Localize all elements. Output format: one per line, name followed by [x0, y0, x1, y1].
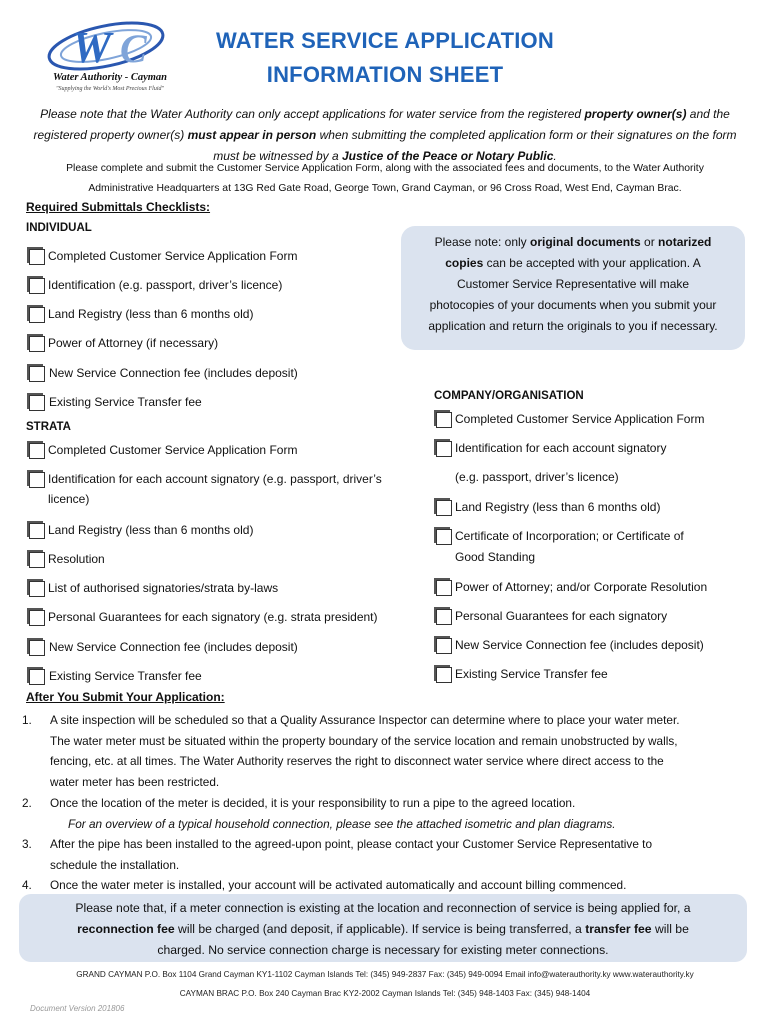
checkbox[interactable]	[436, 529, 452, 545]
intro-paragraph: Please note that the Water Authority can only accept applications for water service from the registered property owner(s) and the registered property owner(s) must appear in person when submitting the completed application form or their signatures on the form must be witnessed by a Justice of the Peace or Notary Public.	[33, 107, 737, 163]
checkbox[interactable]	[436, 667, 452, 683]
svg-text:C: C	[120, 26, 147, 71]
checklist-item: Resolution	[48, 552, 105, 566]
checklist-item: New Service Connection fee (includes deposit)	[49, 366, 298, 380]
checklist-item: Identification (e.g. passport, driver’s licence)	[48, 278, 283, 292]
checkbox[interactable]	[29, 395, 45, 411]
page-title-line-1: WATER SERVICE APPLICATION	[216, 28, 554, 53]
checkbox[interactable]	[29, 336, 45, 352]
checkbox[interactable]	[29, 278, 45, 294]
checkbox[interactable]	[29, 669, 45, 685]
checkbox[interactable]	[29, 552, 45, 568]
checklists-heading: Required Submittals Checklists:	[26, 200, 211, 214]
submission-instructions: Please complete and submit the Customer Service Application Form, along with the associated fees and documents, to the Water Authority Administrative Headquarters at 13G Red Gate Road, George Town, Grand Cayman, or 96 Cross Road, West End, Cayman Brac.	[66, 163, 704, 194]
after-submit-heading: After You Submit Your Application:	[26, 690, 225, 704]
logo-tagline: "Supplying the World's Most Precious Fluid"	[55, 86, 165, 92]
checkbox[interactable]	[436, 412, 452, 428]
footer-cayman-brac: CAYMAN BRAC P.O. Box 240 Cayman Brac KY2-2002 Cayman Islands Tel: (345) 948-1403 Fax: (345) 948-1404	[179, 989, 591, 998]
checklist-item-continued: Good Standing	[455, 550, 536, 564]
checkbox[interactable]	[29, 523, 45, 539]
checklist-item: Power of Attorney (if necessary)	[48, 336, 219, 350]
checklist-item: Existing Service Transfer fee	[49, 395, 202, 409]
checklist-item: Completed Customer Service Application Form	[455, 412, 705, 426]
checkbox[interactable]	[29, 610, 45, 626]
checklist-item: Personal Guarantees for each signatory	[455, 609, 668, 623]
checkbox[interactable]	[436, 580, 452, 596]
checklist-item: New Service Connection fee (includes deposit)	[49, 640, 298, 654]
checkbox[interactable]	[436, 500, 452, 516]
checkbox[interactable]	[29, 640, 45, 656]
checkbox[interactable]	[29, 307, 45, 323]
checklist-item: Land Registry (less than 6 months old)	[48, 307, 254, 321]
footer-grand-cayman: GRAND CAYMAN P.O. Box 1104 Grand Cayman KY1-1102 Cayman Islands Tel: (345) 949-2837 Fax: (345) 949-0094 Email info@waterauthority.ky www.waterauthority.ky	[76, 970, 694, 979]
company-label: COMPANY/ORGANISATION	[434, 390, 584, 402]
checkbox[interactable]	[436, 441, 452, 457]
checklist-item: Personal Guarantees for each signatory (e.g. strata president)	[48, 610, 378, 624]
document-version: Document Version 201806	[30, 1004, 125, 1013]
reconnection-fee-note: Please note that, if a meter connection is existing at the location and reconnection of service is being applied for, a reconnection fee will be charged (and deposit, if applicable). If service is being transferred, a transfer fee will be charged. No service connection charge is necessary for existing meter connections.	[19, 894, 747, 962]
checkbox[interactable]	[29, 581, 45, 597]
logo-org-name: Water Authority - Cayman	[52, 72, 168, 83]
checklist-item-continued: licence)	[48, 492, 90, 506]
page-title-line-2: INFORMATION SHEET	[266, 62, 504, 87]
checkbox[interactable]	[436, 609, 452, 625]
checkbox[interactable]	[29, 249, 45, 265]
checklist-item: Land Registry (less than 6 months old)	[455, 500, 661, 514]
individual-label: INDIVIDUAL	[26, 222, 92, 234]
checklist-item: Completed Customer Service Application Form	[48, 249, 298, 263]
checkbox[interactable]	[29, 366, 45, 382]
checkbox[interactable]	[436, 638, 452, 654]
checklist-item: List of authorised signatories/strata by-laws	[48, 581, 279, 595]
checklist-item: Identification for each account signatory (e.g. passport, driver’s	[48, 472, 382, 486]
svg-text:W: W	[72, 23, 112, 72]
water-authority-logo	[34, 16, 184, 98]
checklist-item: Land Registry (less than 6 months old)	[48, 523, 254, 537]
checklist-item: Power of Attorney; and/or Corporate Resolution	[455, 580, 708, 594]
checklist-item: Identification for each account signatory	[455, 441, 667, 455]
checklist-item-continued: (e.g. passport, driver’s licence)	[455, 470, 619, 484]
checkbox[interactable]	[29, 443, 45, 459]
checklist-item: Existing Service Transfer fee	[49, 669, 202, 683]
checkbox[interactable]	[29, 472, 45, 488]
checklist-item: Existing Service Transfer fee	[455, 667, 608, 681]
after-submit-steps: 1. A site inspection will be scheduled so that a Quality Assurance Inspector can determine where to place your water meter. The water meter must be situated within the property boundary of the service location and remain unobstructed by walls, fencing, etc. at all times. The Water Authority reserves the right to disconnect water service where direct access to the water meter has been restricted. 2. Once the location of the meter is decided, it is your responsibility to run a pipe to the agreed location. For an overview of a typical household connection, please see the attached isometric and plan diagrams. 3. After the pipe has been installed to the agreed-upon point, please contact your Customer Service Representative to schedule the installation. 4. Once the water meter is installed, your account will be activated automatically and account billing commenced.	[22, 713, 680, 892]
strata-label: STRATA	[26, 421, 71, 433]
original-documents-note: Please note: only original documents or notarized copies can be accepted with your application. A Customer Service Representative will make photocopies of your documents when you submit your application and return the originals to you if necessary.	[401, 226, 745, 350]
checklist-item: New Service Connection fee (includes deposit)	[455, 638, 704, 652]
checklist-item: Certificate of Incorporation; or Certificate of	[455, 529, 684, 543]
checklist-item: Completed Customer Service Application Form	[48, 443, 298, 457]
